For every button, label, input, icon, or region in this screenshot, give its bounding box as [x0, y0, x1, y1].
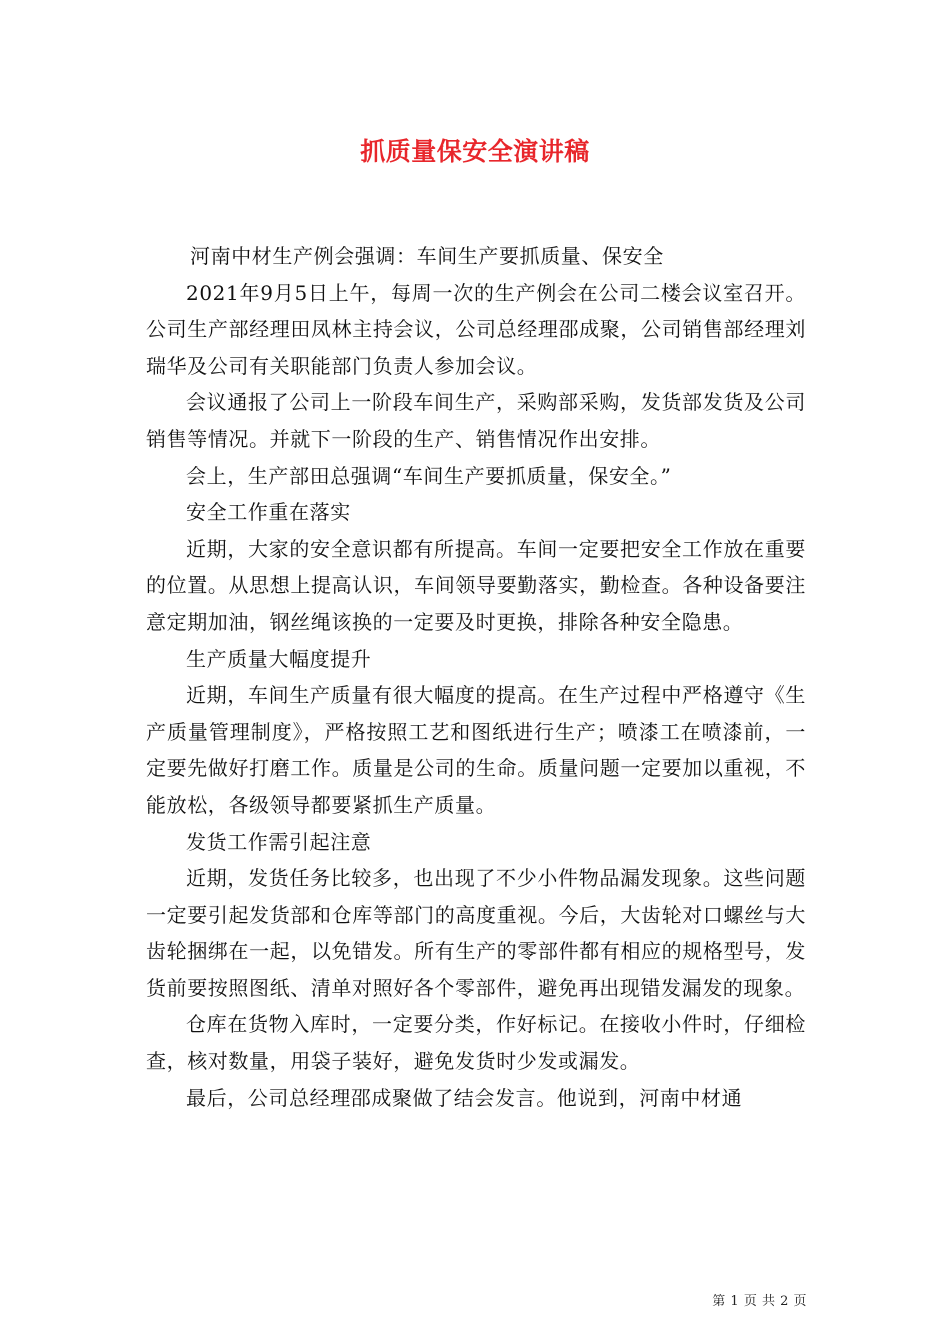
paragraph: 近期，车间生产质量有很大幅度的提高。在生产过程中严格遵守《生产质量管理制度》，严格按照工艺和图纸进行生产；喷漆工在喷漆前，一定要先做好打磨工作。质量是公司的生命。质量问题一定要加以重视，不能放松，各级领导都要紧抓生产质量。 [146, 683, 806, 817]
section-heading: 生产质量大幅度提升 [186, 646, 372, 671]
document-body [146, 238, 806, 1116]
section-heading: 安全工作重在落实 [186, 500, 351, 525]
paragraph: 2021年9月5日上午，每周一次的生产例会在公司二楼会议室召开。公司生产部经理田凤林主持会议，公司总经理邵成聚，公司销售部经理刘瑞华及公司有关职能部门负责人参加会议。 [146, 280, 806, 378]
paragraph: 仓库在货物入库时，一定要分类，作好标记。在接收小件时，仔细检查，核对数量，用袋子装好，避免发货时少发或漏发。 [146, 1012, 806, 1074]
section-heading: 发货工作需引起注意 [186, 829, 372, 854]
paragraph: 最后，公司总经理邵成聚做了结会发言。他说到，河南中材通 [186, 1085, 743, 1110]
paragraph-subtitle: 河南中材生产例会强调：车间生产要抓质量、保安全 [190, 244, 664, 268]
paragraph: 会上，生产部田总强调“车间生产要抓质量，保安全。” [186, 463, 672, 488]
page-number-footer: 第 1 页 共 2 页 [712, 1294, 807, 1309]
paragraph: 近期，大家的安全意识都有所提高。车间一定要把安全工作放在重要的位置。从思想上提高认识，车间领导要勤落实，勤检查。各种设备要注意定期加油，钢丝绳该换的一定要及时更换，排除各种安全隐患。 [146, 536, 806, 634]
paragraph: 近期，发货任务比较多，也出现了不少小件物品漏发现象。这些问题一定要引起发货部和仓库等部门的高度重视。今后，大齿轮对口螺丝与大齿轮捆绑在一起，以免错发。所有生产的零部件都有相应的规格型号，发货前要按照图纸、清单对照好各个零部件，避免再出现错发漏发的现象。 [146, 866, 806, 1000]
paragraph: 会议通报了公司上一阶段车间生产，采购部采购，发货部发货及公司销售等情况。并就下一阶段的生产、销售情况作出安排。 [146, 390, 806, 451]
document-title: 抓质量保安全演讲稿 [360, 137, 590, 166]
